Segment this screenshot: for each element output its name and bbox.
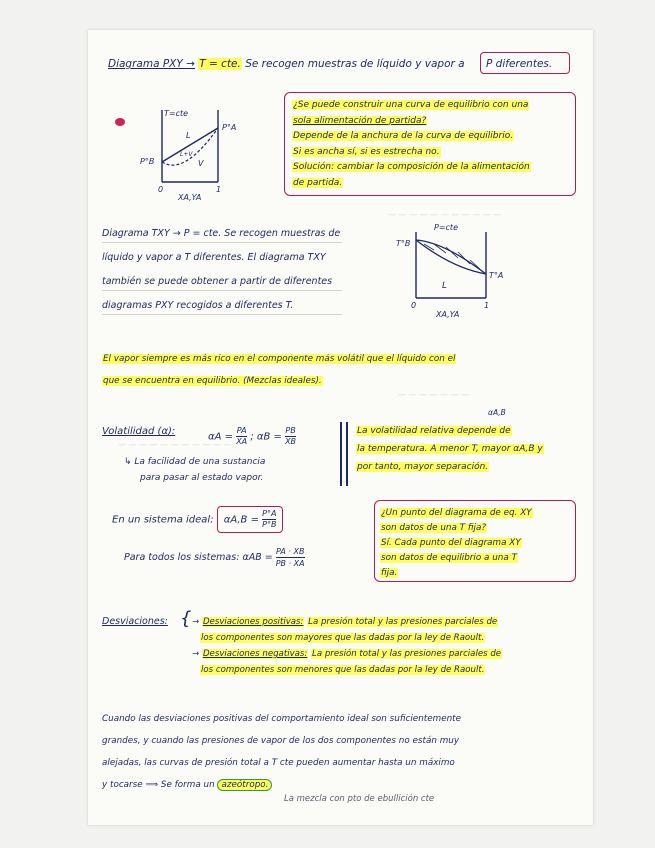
txy-axis-one: 1 [484,301,490,310]
alpha-a-symbol: αA = [208,431,233,443]
pxy-lv-label: L+V [180,151,193,158]
azeotrope-line: grandes, y cuando las presiones de vapor de los dos componentes no están muy [102,736,460,746]
txy-line: diagramas PXY recogidos a diferentes T. [102,300,294,311]
ideal-system-formula [112,506,283,533]
txy-line: también se puede obtener a partir de diferentes [102,276,333,287]
pxy-diagram [134,104,244,204]
txy-axis-zero: 0 [411,301,417,310]
bleed-through: — — — — — — — [398,390,470,399]
negative-deviation-line: La presión total y las presiones parciales de [312,649,502,659]
pa-numerator: PA [236,426,247,435]
negative-deviation-title: Desviaciones negativas: [202,649,308,659]
azeotrope-line: y tocarse ⟹ Se forma un [102,780,215,790]
bleed-through: — — — — — — — — — — — [388,210,502,219]
point-line: son datos de equilibrio a una T [381,553,517,563]
volatility-desc-line: La facilidad de una sustancia [134,457,266,467]
ideal-denominator: P°B [262,520,277,529]
negative-deviation-line: los componentes son menores que las dadas por la ley de Raoult. [201,665,485,675]
separator-bar [346,422,348,486]
point-box-text [380,506,533,581]
xb-denominator: XB [285,437,297,446]
rel-line: La volatilidad relativa depende de [357,426,511,436]
txy-ta-label: T°A [489,271,504,280]
pxy-axis-one: 1 [216,185,222,194]
alpha-a-formula [208,426,296,447]
positive-deviation-title: Desviaciones positivas: [202,617,304,627]
question-line: ¿Se puede construir una curva de equilibrio con una [293,100,529,110]
ruled-line [102,290,342,291]
title-line [108,58,465,70]
txy-line: Diagrama TXY → P = cte. Se recogen muestras de [102,228,341,239]
relative-volatility-superscript: αA,B [488,408,506,417]
azeotrope-paragraph [102,708,461,796]
deviations-text: → Desviaciones positivas: La presión total y las presiones parciales de los componentes son mayores que las dadas por la ley de Raoult. → Desviaciones negativas: La presión total y las presiones parciales de los componentes son menores que las dadas por la ley de Raoult. [192,617,502,675]
pxy-l-label: L [186,131,191,140]
txy-text [102,222,340,318]
footnote: La mezcla con pto de ebullición cte [284,794,435,804]
relative-volatility-text [356,422,544,476]
pxy-axis-zero: 0 [158,185,164,194]
azeotrope-line: alejadas, las curvas de presión total a T cte pueden aumentar hasta un máximo [102,758,455,768]
txy-p-label: P=cte [434,223,458,232]
all-systems-label: Para todos los sistemas: [124,552,240,563]
red-dot-icon [115,118,125,126]
pxy-pa-label: P°A [222,123,237,132]
volatility-label [102,426,175,437]
ideal-alpha: αA,B = [223,514,259,526]
pb-numerator: PB [285,426,296,435]
vapor-line: El vapor siempre es más rico en el componente más volátil que el líquido con el [103,354,456,364]
title-rest: Se recogen muestras de líquido y vapor a [245,58,465,70]
deviations-label-text: Desviaciones: [102,616,168,627]
question-box-text [292,98,531,191]
title-tail: P diferentes. [486,58,553,70]
all-systems-formula [124,546,305,569]
alpha-b-symbol: ; αB = [250,431,282,443]
txy-line: líquido y vapor a T diferentes. El diagrama TXY [102,252,326,263]
positive-deviation-line: los componentes son mayores que las dadas por la ley de Raoult. [201,633,485,643]
ideal-numerator: P°A [262,509,277,518]
ideal-system-label: En un sistema ideal: [112,514,214,526]
point-line: fija. [381,568,398,578]
pxy-pb-label: P°B [140,157,155,166]
ruled-line [102,314,342,315]
question-line: sola alimentación de partida? [293,115,427,126]
title-highlight: T = cte. [199,58,241,70]
deviations-brace: { [180,608,192,629]
question-line: Si es ancha sí, si es estrecha no. [293,146,440,157]
ruled-line [102,242,342,243]
bleed-through: — — — — — — — — — — — [118,440,232,449]
rel-line: por tanto, mayor separación. [357,462,489,472]
volatility-desc-line: para pasar al estado vapor. [140,473,264,483]
azeotrope-word: azeótropo. [217,779,272,791]
all-denominator: PB · XA [275,559,305,568]
txy-tb-label: T°B [396,239,411,248]
volatility-label-text: Volatilidad (α): [102,426,176,437]
volatility-description: ↳ La facilidad de una sustancia para pasar al estado vapor. [124,454,265,486]
pxy-v-label: V [198,159,204,168]
deviations-label [102,616,168,627]
positive-deviation-line: La presión total y las presiones parciales de [308,617,498,627]
vapor-line: que se encuentra en equilibrio. (Mezclas ideales). [103,376,322,386]
txy-l-label: L [442,281,448,291]
notebook-page [88,30,593,825]
txy-x-label: XA,YA [436,310,460,319]
title-lead: Diagrama PXY → [108,58,195,70]
all-numerator: PA · XB [275,547,305,556]
question-line: Depende de la anchura de la curva de equilibrio. [293,131,514,141]
azeotrope-line: Cuando las desviaciones positivas del comportamiento ideal son suficientemente [102,714,462,724]
all-alpha: αAB = [242,552,273,563]
pxy-x-label: XA,YA [178,193,202,202]
question-line: Solución: cambiar la composición de la alimentación [293,162,530,172]
rel-line: la temperatura. A menor T, mayor αA,B y [357,444,543,454]
point-line: ¿Un punto del diagrama de eq. XY [381,508,532,518]
vapor-statement [102,348,456,392]
question-line: de partida. [293,177,343,188]
xa-denominator: XA [236,437,248,446]
pxy-t-label: T=cte [164,109,189,118]
separator-bar [340,422,342,486]
txy-diagram [394,220,514,320]
point-line: son datos de una T fija? [381,523,487,533]
point-line: Sí. Cada punto del diagrama XY [381,538,521,548]
